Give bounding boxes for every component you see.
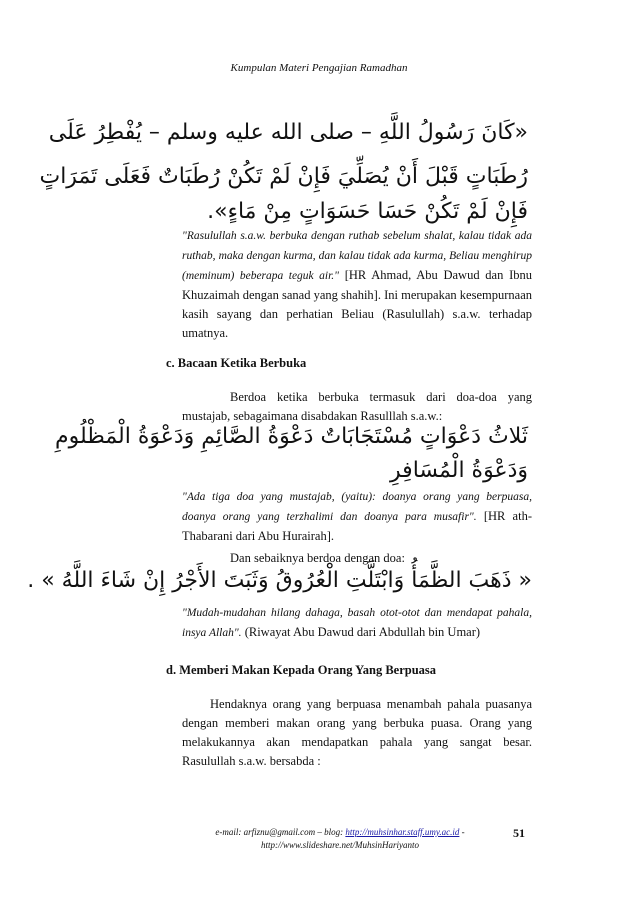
section-c-doa-translation-rest: (Riwayat Abu Dawud dari Abdullah bin Umar) [241, 625, 481, 639]
section-c-arabic-line-2: وَدَعْوَةُ الْمُسَافِرِ [390, 458, 528, 483]
slideshare-link[interactable]: http://www.slideshare.net/MuhsinHariyanto [261, 840, 419, 850]
section-c-translation [182, 487, 532, 546]
running-header: Kumpulan Materi Pengajian Ramadhan [230, 62, 408, 74]
hadith1-arabic-line-3: فَإِنْ لَمْ تَكُنْ حَسَا حَسَوَاتٍ مِنْ مَاءٍ». [207, 199, 528, 224]
section-d-heading: d. Memberi Makan Kepada Orang Yang Berpuasa [166, 663, 437, 677]
page-number: 51 [513, 826, 525, 840]
hadith1-arabic-line-1: «كَانَ رَسُولُ اللَّهِ – صلى الله عليه وسلم – يُفْطِرُ عَلَى [48, 120, 528, 145]
blog-link[interactable]: http://muhsinhar.staff.umy.ac.id [345, 827, 460, 837]
section-c-translation-italic: "Ada tiga doa yang mustajab, (yaitu): doanya orang yang berpuasa, doanya orang yang terzhalimi dan doanya para musafir". [182, 491, 532, 523]
section-c-heading: c. Bacaan Ketika Berbuka [166, 356, 307, 370]
hadith1-translation-italic: "Rasulullah s.a.w. berbuka dengan ruthab sebelum shalat, kalau tidak ada ruthab, maka dengan kurma, dan kalau tidak ada kurma, Beliau menghirup (meminum) beberapa teguk air." [182, 230, 532, 282]
section-c-doa-intro: Dan sebaiknya berdoa dengan doa: [230, 551, 405, 565]
hadith1-translation [182, 226, 532, 343]
section-c-arabic-line-1: ثَلاثُ دَعْوَاتٍ مُسْتَجَابَاتٌ دَعْوَةُ الصَّائِمِ وَدَعْوَةُ الْمَظْلُومِ [55, 424, 528, 449]
footer-separator: - [459, 827, 465, 837]
footer [200, 826, 480, 852]
footer-email-blog: e-mail: arfiznu@gmail.com – blog: [215, 827, 346, 837]
section-c-intro: Berdoa ketika berbuka termasuk dari doa-doa yang mustajab, sebagaimana disabdakan Rasulllah s.a.w.: [182, 390, 532, 423]
section-c-doa-translation [182, 603, 532, 643]
section-c-doa-arabic: « ذَهَبَ الظَّمَأُ وَابْتَلَّتِ الْعُرُوقُ وَثَبَتَ الأَجْرُ إِنْ شَاءَ اللَّهُ » . [27, 568, 532, 593]
hadith1-translation-rest: [HR Ahmad, Abu Dawud dan Ibnu Khuzaimah dengan sanad yang shahih]. Ini merupakan kesempurnaan kasih sayang dan perhatian Beliau (Rasulullah) s.a.w. terhadap umatnya. [182, 268, 532, 340]
hadith1-arabic-line-2: رُطَبَاتٍ قَبْلَ أَنْ يُصَلِّيَ فَإِنْ لَمْ تَكُنْ رُطَبَاتٌ فَعَلَى تَمَرَاتٍ [39, 164, 528, 189]
section-d-body: Hendaknya orang yang berpuasa menambah pahala puasanya dengan memberi makan orang yang berbuka puasa. Orang yang melakukannya akan mendapatkan pahala yang sangat besar. Rasulullah s.a.w. bersabda : [182, 697, 532, 768]
section-c-doa-translation-italic: "Mudah-mudahan hilang dahaga, basah otot-otot dan mendapat pahala, insya Allah". [182, 607, 532, 639]
section-c-translation-rest: [HR ath-Thabarani dari Abu Hurairah]. [182, 509, 532, 543]
